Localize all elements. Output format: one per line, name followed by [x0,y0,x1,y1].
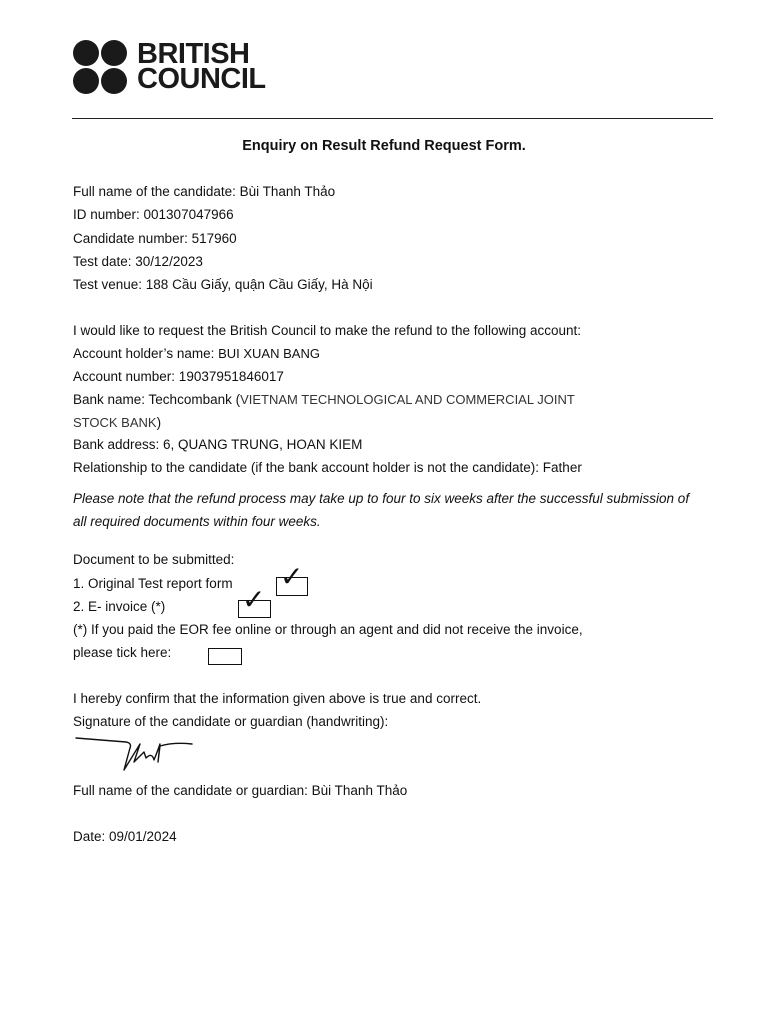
document-item-2: 2. E- invoice (*) [73,599,166,614]
british-council-logo [73,40,266,94]
bank-name-value-1: VIETNAM TECHNOLOGICAL AND COMMERCIAL JOINT [240,392,575,407]
logo-line-2: COUNCIL [137,63,266,95]
invoice-footnote-line-1: (*) If you paid the EOR fee online or through an agent and did not receive the invoice, [73,622,583,637]
signature-label: Signature of the candidate or guardian (handwriting): [73,714,389,729]
document-item-2-check-icon: ✓ [242,583,266,616]
test-date: Test date: 30/12/2023 [73,254,203,269]
candidate-full-name: Full name of the candidate: Bùi Thanh Thảo [73,184,336,199]
candidate-id-number: ID number: 001307047966 [73,207,234,222]
document-item-1-check-icon: ✓ [280,560,304,593]
guardian-full-name: Full name of the candidate or guardian: Bùi Thanh Thảo [73,783,408,798]
bank-address: Bank address: 6, QUANG TRUNG, HOAN KIEM [73,437,363,452]
document-item-1: 1. Original Test report form [73,576,233,591]
bank-name-close: ) [156,415,162,430]
logo-text [137,38,266,95]
invoice-tick-checkbox[interactable] [208,648,242,665]
refund-intro: I would like to request the British Council to make the refund to the following account: [73,323,582,338]
logo-dots-icon [73,40,127,94]
test-venue: Test venue: 188 Cầu Giấy, quận Cầu Giấy, Hà Nội [73,277,373,292]
confirmation-statement: I hereby confirm that the information given above is true and correct. [73,691,482,706]
signature-date: Date: 09/01/2024 [73,829,177,844]
bank-name-value-2: STOCK BANK [73,415,157,430]
account-number: Account number: 19037951846017 [73,369,284,384]
candidate-number: Candidate number: 517960 [73,231,237,246]
header-divider [72,118,713,119]
invoice-footnote-line-2: please tick here: [73,645,172,660]
bank-name-label: Bank name: Techcombank ( [73,392,241,407]
account-holder-value: BUI XUAN BANG [218,346,320,361]
bank-name-cont [73,414,161,432]
refund-note-line-2: all required documents within four weeks. [73,514,321,529]
refund-note-line-1: Please note that the refund process may take up to four to six weeks after the successful submission of [73,491,690,506]
handwritten-signature [74,732,199,782]
relationship: Relationship to the candidate (if the bank account holder is not the candidate): Father [73,460,582,475]
form-title: Enquiry on Result Refund Request Form. [242,138,526,154]
account-holder [73,345,320,363]
documents-heading: Document to be submitted: [73,552,235,567]
account-holder-label: Account holder’s name: [73,346,219,361]
logo-line-1: BRITISH [137,38,250,70]
bank-name [73,391,575,409]
